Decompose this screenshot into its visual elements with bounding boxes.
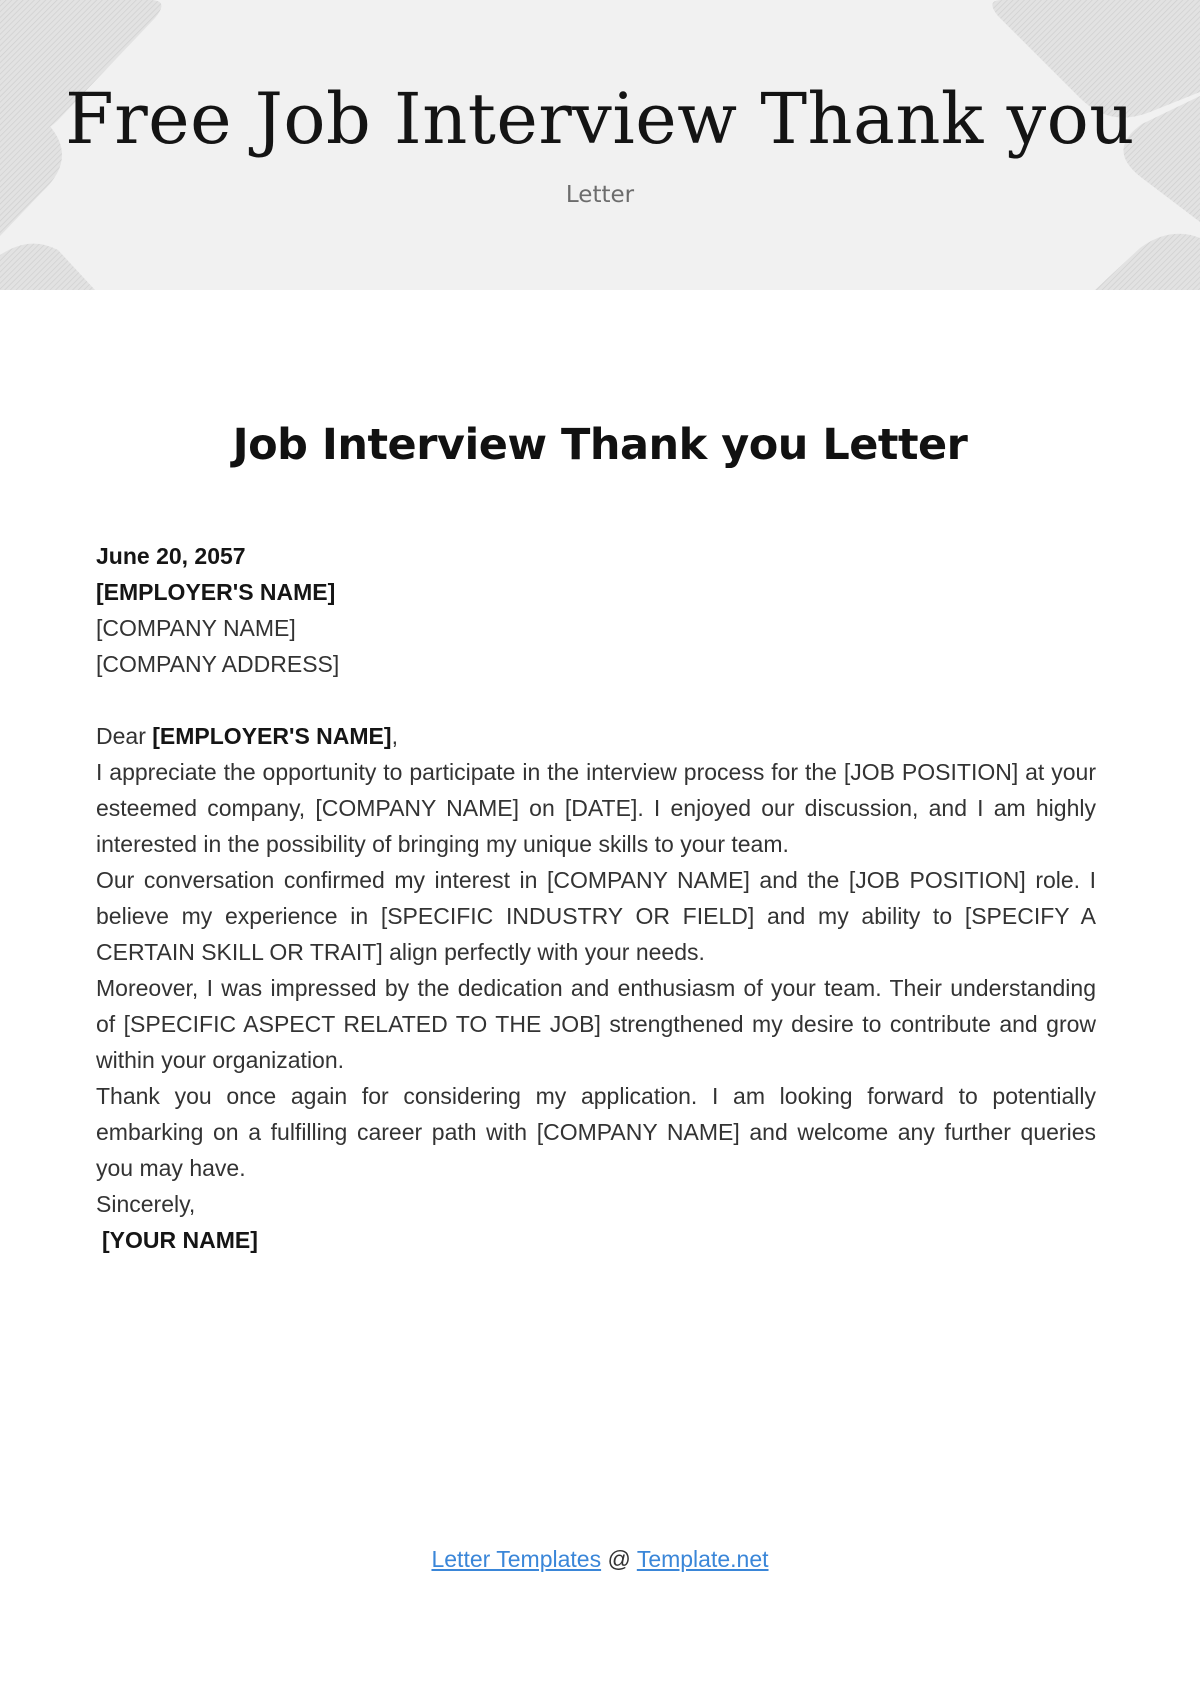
document-title: Job Interview Thank you Letter [232, 420, 968, 470]
recipient-address-block [96, 574, 1096, 682]
body-paragraph-3: Moreover, I was impressed by the dedication and enthusiasm of your team. Their understanding of [SPECIFIC ASPECT RELATED TO THE JOB] strengthened my desire to contribute and grow within your organization. [96, 975, 1096, 1073]
body-paragraph-4: Thank you once again for considering my application. I am looking forward to potentially embarking on a fulfilling career path with [COMPANY NAME] and welcome any further queries you may have. [96, 1083, 1096, 1181]
signature-name: [YOUR NAME] [102, 1227, 258, 1253]
deco-shape-left-bottom [0, 244, 95, 290]
header-banner [0, 0, 1200, 290]
footer-credit [0, 1542, 1200, 1576]
template-net-link[interactable]: Template.net [636, 1546, 769, 1572]
banner-subtitle: Letter [565, 182, 635, 208]
letter-date: June 20, 2057 [96, 543, 246, 569]
letter-templates-link[interactable]: Letter Templates [431, 1546, 602, 1572]
body-paragraph-1: I appreciate the opportunity to participate in the interview process for the [JOB POSITION] at your esteemed company, [COMPANY NAME] on [DATE]. I enjoyed our discussion, and I am highly interested in the possibility of bringing my unique skills to your team. [96, 759, 1096, 857]
salutation-greeting: Dear [96, 723, 153, 749]
salutation-name: [EMPLOYER'S NAME] [152, 723, 392, 749]
body-paragraph-2: Our conversation confirmed my interest in [COMPANY NAME] and the [JOB POSITION] role. I believe my experience in [SPECIFIC INDUSTRY OR FIELD] and my ability to [SPECIFY A CERTAIN SKILL OR TRAIT] align perfectly with your needs. [96, 867, 1096, 965]
salutation [96, 718, 1096, 754]
recipient-company: [COMPANY NAME] [96, 615, 296, 641]
closing: Sincerely, [96, 1191, 196, 1217]
salutation-punctuation: , [391, 723, 398, 749]
recipient-name: [EMPLOYER'S NAME] [96, 579, 336, 605]
letter-body [96, 538, 1096, 1258]
footer-separator: @ [601, 1546, 637, 1572]
recipient-address: [COMPANY ADDRESS] [96, 651, 340, 677]
deco-shape-right-bottom [1095, 234, 1200, 290]
banner-title: Free Job Interview Thank you [65, 78, 1135, 160]
